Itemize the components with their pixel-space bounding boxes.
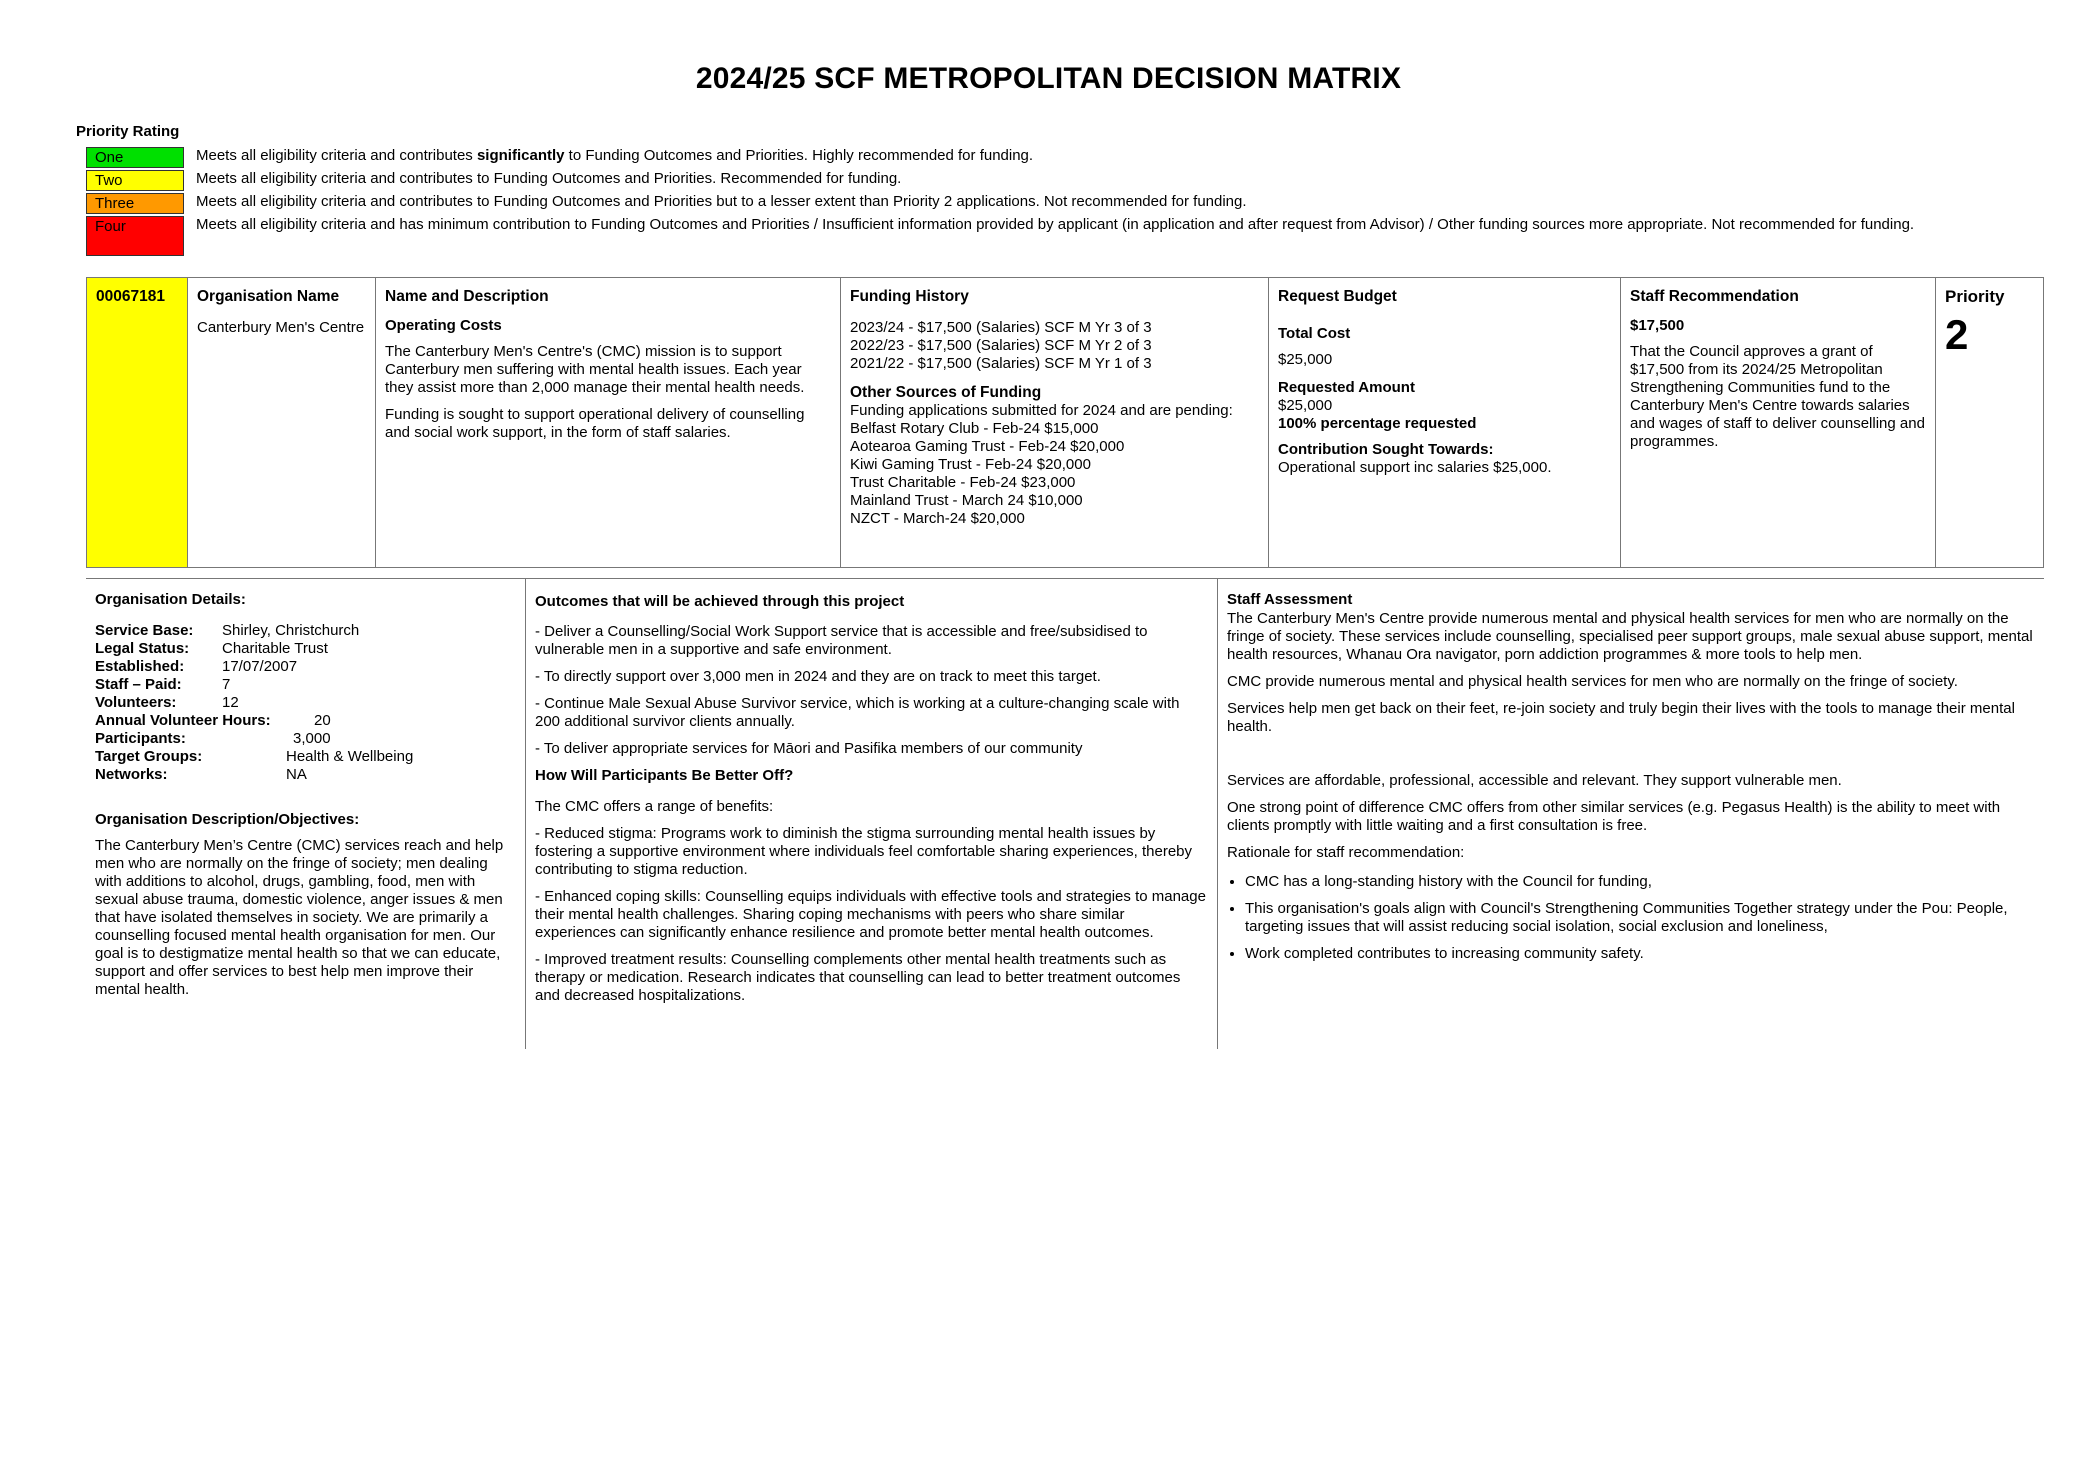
funding-history-item: 2021/22 - $17,500 (Salaries) SCF M Yr 1 of 3 [850,355,1152,372]
detail-established: Established: 17/07/2007 [95,658,298,675]
priority-header: Priority [1945,287,2005,306]
detail-target-groups: Target Groups: Health & Wellbeing [95,748,414,765]
detail-legal-status: Legal Status: Charitable Trust [95,640,328,657]
application-summary-table [86,277,2044,568]
project-name: Operating Costs [385,317,502,334]
contribution-label: Contribution Sought Towards: [1278,441,1494,458]
rationale-list [1227,873,2035,963]
requested-amount-value: $25,000 [1278,397,1333,414]
detail-volunteers: Volunteers: 12 [95,694,239,711]
detail-staff-paid: Staff – Paid: 7 [95,676,231,693]
better-off-header: How Will Participants Be Better Off? [535,767,794,784]
application-id-cell [87,278,188,567]
priority-desc-four: Meets all eligibility criteria and has minimum contribution to Funding Outcomes and Priorities / Insufficient information provided by applicant (in application and after request from Advisor) / Other funding sources more appropriate. Not recommended for funding. [196,216,1915,233]
recommendation-text: That the Council approves a grant of $17,500 from its 2024/25 Metropolitan Strengthening Communities fund to the Canterbury Men's Centre towards salaries and wages of staff to deliver counselling and programmes. [1630,343,1925,450]
funding-history-item: 2022/23 - $17,500 (Salaries) SCF M Yr 2 of 3 [850,337,1152,354]
name-description-header: Name and Description [385,288,549,305]
request-budget-cell [1269,278,1621,567]
funding-history-cell [841,278,1269,567]
priority-desc-three: Meets all eligibility criteria and contributes to Funding Outcomes and Priorities but to a lesser extent than Priority 2 applications. Not recommended for funding. [196,193,1247,210]
priority-cell [1936,278,2043,567]
detail-participants: Participants: 3,000 [95,730,331,747]
better-off-item: - Reduced stigma: Programs work to diminish the stigma surrounding mental health issues by fostering a supportive environment where individuals feel comfortable sharing experiences, thereby contributing to stigma reduction. [535,825,1193,878]
other-funding-item: Trust Charitable - Feb-24 $23,000 [850,474,1076,491]
percentage-requested: 100% percentage requested [1278,415,1477,432]
assessment-paragraph: CMC provide numerous mental and physical health services for men who are normally on the fringe of society. [1227,673,1958,690]
total-cost-label: Total Cost [1278,325,1351,342]
other-funding-item: Kiwi Gaming Trust - Feb-24 $20,000 [850,456,1091,473]
priority-desc-one: Meets all eligibility criteria and contributes significantly to Funding Outcomes and Priorities. Highly recommended for funding. [196,147,1034,164]
assessment-paragraph: Services are affordable, professional, accessible and relevant. They support vulnerable men. [1227,772,1842,789]
rationale-item: • Work completed contributes to increasing community safety. [1245,945,2035,963]
priority-swatch-three: Three [86,193,184,214]
name-description-cell [376,278,841,567]
priority-rating-heading: Priority Rating [76,123,180,140]
staff-assessment-header: Staff Assessment [1227,591,1353,608]
organisation-description-header: Organisation Description/Objectives: [95,811,360,828]
other-funding-intro: Funding applications submitted for 2024 and are pending: [850,402,1233,419]
priority-level-four [86,216,1986,256]
priority-swatch-one: One [86,147,184,168]
better-off-item: - Improved treatment results: Counselling complements other mental health treatments such as therapy or medication. Research indicates that counselling can lead to better treatment outcomes and decreased hospitalizations. [535,951,1181,1004]
rationale-item: • CMC has a long-standing history with the Council for funding, [1245,873,2035,891]
page-title: 2024/25 SCF METROPOLITAN DECISION MATRIX [695,62,1402,95]
project-description-1: The Canterbury Men's Centre's (CMC) mission is to support Canterbury men suffering with mental health issues. Each year they assist more than 2,000 manage their mental health needs. [385,343,805,396]
priority-swatch-four: Four [86,216,184,256]
staff-recommendation-header: Staff Recommendation [1630,288,1799,305]
other-funding-item: NZCT - March-24 $20,000 [850,510,1025,527]
details-section [86,578,2044,1049]
assessment-paragraph: The Canterbury Men's Centre provide numerous mental and physical health services for men who are normally on the fringe of society. These services include counselling, specialised peer support groups, male sexual abuse support, mental health resources, Whanau Ora navigator, porn addiction programmes & more tools to help men. [1227,610,2033,663]
rationale-item: • This organisation's goals align with Council's Strengthening Communities Together strategy under the Pou: People, targeting issues that will assist reducing social isolation, social exclusion and loneliness, [1245,900,2035,936]
contribution-value: Operational support inc salaries $25,000. [1278,459,1552,476]
assessment-paragraph: One strong point of difference CMC offers from other similar services (e.g. Pegasus Health) is the ability to meet with clients promptly with little waiting and a first consultation is free. [1227,799,2001,834]
priority-value: 2 [1945,311,1969,358]
outcome-item: - Continue Male Sexual Abuse Survivor service, which is working at a culture-changing scale with 200 additional survivor clients annually. [535,695,1180,730]
priority-desc-two: Meets all eligibility criteria and contributes to Funding Outcomes and Priorities. Recommended for funding. [196,170,902,187]
requested-amount-label: Requested Amount [1278,379,1415,396]
other-funding-header: Other Sources of Funding [850,384,1042,401]
funding-history-item: 2023/24 - $17,500 (Salaries) SCF M Yr 3 of 3 [850,319,1152,336]
detail-service-base: Service Base: Shirley, Christchurch [95,622,360,639]
staff-recommendation-cell [1621,278,1936,567]
outcomes-section [525,579,1217,1049]
detail-networks: Networks: NA [95,766,307,783]
total-cost-value: $25,000 [1278,351,1333,368]
request-budget-header: Request Budget [1278,288,1397,305]
organisation-name: Canterbury Men's Centre [197,319,365,336]
organisation-description: The Canterbury Men’s Centre (CMC) services reach and help men who are normally on the fringe of society; men dealing with additions to alcohol, drugs, gambling, food, men with sexual abuse trauma, domestic violence, anger issues & men that have isolated themselves in society. We are primarily a counselling focused mental health organisation for men. Our goal is to destigmatize mental health so that we can educate, support and offer services to best help men improve their mental health. [95,837,504,998]
priority-level-one [86,147,1986,168]
application-id: 00067181 [96,288,165,305]
outcomes-header: Outcomes that will be achieved through this project [535,593,905,610]
recommended-amount: $17,500 [1630,317,1685,334]
assessment-paragraph: Services help men get back on their feet, re-join society and truly begin their lives with the tools to manage their mental health. [1227,700,2015,735]
priority-level-three [86,193,1986,214]
outcome-item: - To deliver appropriate services for Māori and Pasifika members of our community [535,740,1083,757]
outcome-item: - Deliver a Counselling/Social Work Support service that is accessible and free/subsidised to vulnerable men in a supportive and safe environment. [535,623,1148,658]
other-funding-item: Mainland Trust - March 24 $10,000 [850,492,1083,509]
organisation-name-header: Organisation Name [197,288,340,305]
other-funding-item: Aotearoa Gaming Trust - Feb-24 $20,000 [850,438,1125,455]
organisation-details [86,579,525,1049]
better-off-item: - Enhanced coping skills: Counselling equips individuals with effective tools and strategies to manage their mental health challenges. Sharing coping mechanisms with peers who share similar experiences can significantly enhance resilience and promote better mental health outcomes. [535,888,1206,941]
rationale-label: Rationale for staff recommendation: [1227,844,1465,861]
other-funding-item: Belfast Rotary Club - Feb-24 $15,000 [850,420,1099,437]
priority-swatch-two: Two [86,170,184,191]
organisation-name-cell [188,278,376,567]
project-description-2: Funding is sought to support operational delivery of counselling and social work support, in the form of staff salaries. [385,406,805,441]
better-off-intro: The CMC offers a range of benefits: [535,798,774,815]
funding-history-header: Funding History [850,288,969,305]
priority-level-two [86,170,1986,191]
organisation-details-header: Organisation Details: [95,591,246,608]
outcome-item: - To directly support over 3,000 men in 2024 and they are on track to meet this target. [535,668,1101,685]
detail-volunteer-hours: Annual Volunteer Hours: 20 [95,712,331,729]
staff-assessment-section [1217,579,2044,1049]
